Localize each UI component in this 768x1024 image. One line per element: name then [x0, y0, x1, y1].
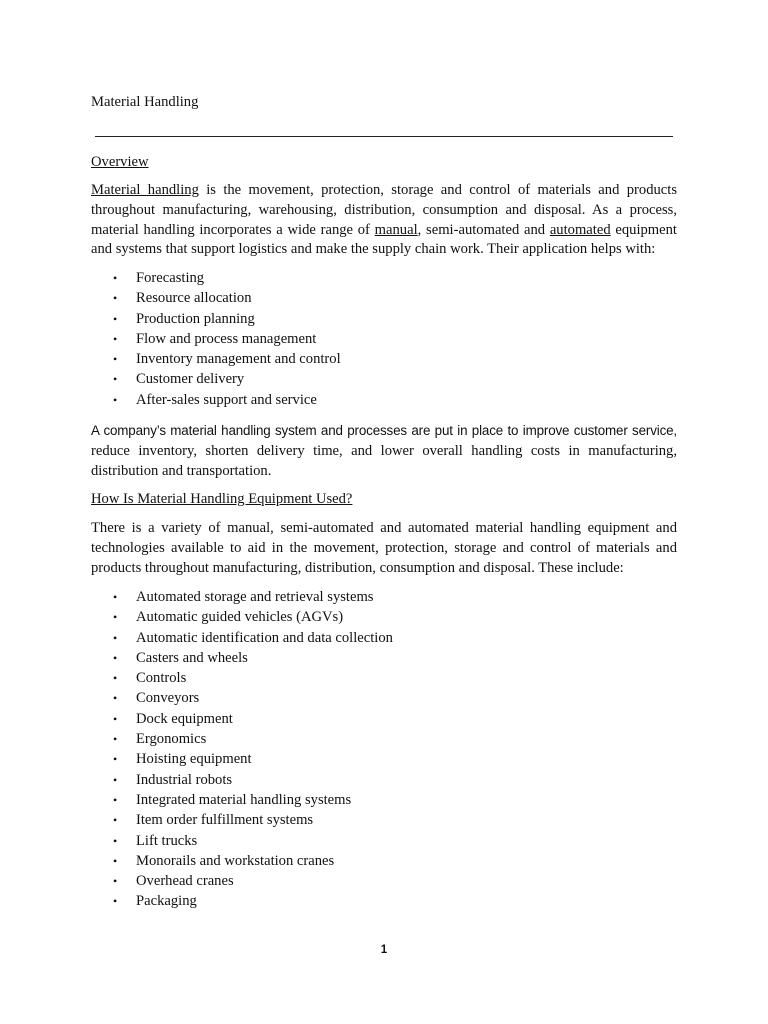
bullet-glyph: •: [113, 691, 118, 706]
bullet-glyph: •: [113, 630, 118, 645]
bullet-glyph: •: [113, 813, 118, 828]
application-list-item: [91, 329, 341, 349]
equipment-list-item: [91, 810, 393, 830]
application-list-item-text: Inventory management and control: [136, 351, 341, 368]
equipment-list-item: [91, 628, 393, 648]
application-list-item: [91, 369, 341, 389]
bullet-glyph: •: [113, 752, 118, 767]
bullet-glyph: •: [113, 271, 118, 285]
intro-text-3: equipment and systems that support logistics and make the supply chain work. Their application helps with:: [91, 221, 677, 258]
automated-link[interactable]: automated: [549, 221, 611, 238]
equipment-list-item-text: Lift trucks: [136, 832, 198, 849]
manual-link[interactable]: manual: [374, 221, 418, 238]
overview-intro-paragraph: [91, 181, 677, 260]
application-list-item: [91, 268, 341, 288]
equipment-list-item: [91, 648, 393, 668]
closing-text-2: reduce inventory, shorten delivery time, and lower overall handling costs in manufacturing, distribution and transportation.: [91, 442, 677, 479]
application-list-item: [91, 390, 341, 410]
equipment-list-item: [91, 607, 393, 627]
bullet-glyph: •: [113, 650, 118, 665]
application-list-item: [91, 288, 341, 308]
equipment-list-item: [91, 587, 393, 607]
equipment-list-item: [91, 729, 393, 749]
application-list-item: [91, 309, 341, 329]
equipment-list-item: [91, 770, 393, 790]
equipment-list-item-text: Automated storage and retrieval systems: [136, 589, 374, 605]
application-list-item: [91, 349, 341, 369]
bullet-glyph: •: [113, 352, 118, 367]
equipment-list-item: [91, 709, 393, 729]
equipment-list-item-text: Monorails and workstation cranes: [136, 852, 335, 869]
bullet-glyph: •: [113, 792, 118, 807]
bullet-glyph: •: [113, 894, 118, 909]
bullet-glyph: •: [113, 853, 118, 868]
equipment-list-item-text: Conveyors: [136, 690, 200, 707]
material-handling-term: Material handling: [91, 182, 199, 198]
title-divider: [95, 136, 673, 137]
bullet-glyph: •: [113, 610, 118, 625]
equipment-list-item: [91, 688, 393, 708]
page-number: 1: [380, 944, 388, 956]
equipment-list: [91, 587, 393, 912]
bullet-glyph: •: [113, 392, 118, 407]
bullet-glyph: •: [113, 671, 118, 686]
equipment-list-item-text: Ergonomics: [136, 731, 207, 748]
bullet-glyph: •: [113, 732, 118, 747]
overview-heading: Overview: [91, 154, 149, 170]
document-title: Material Handling: [91, 94, 199, 110]
equipment-list-item-text: Overhead cranes: [136, 873, 234, 890]
equipment-list-item: [91, 831, 393, 851]
bullet-glyph: •: [113, 331, 118, 346]
intro-text-2: , semi-automated and: [417, 221, 550, 238]
equipment-list-item-text: Integrated material handling systems: [136, 791, 352, 808]
application-list-item-text: Resource allocation: [136, 290, 252, 307]
application-list-item-text: Customer delivery: [136, 371, 245, 388]
equipment-list-item: [91, 668, 393, 688]
equipment-list-item-text: Automatic identification and data collection: [136, 629, 393, 646]
equipment-list-item: [91, 790, 393, 810]
equipment-list-item: [91, 871, 393, 891]
applications-list: [91, 268, 341, 410]
application-list-item-text: After-sales support and service: [136, 391, 317, 408]
equipment-list-item-text: Item order fulfillment systems: [136, 812, 314, 829]
application-list-item-text: Flow and process management: [136, 330, 317, 347]
bullet-glyph: •: [113, 874, 118, 889]
bullet-glyph: •: [113, 590, 118, 604]
equipment-list-item: [91, 851, 393, 871]
equipment-list-item-text: Packaging: [136, 893, 197, 910]
bullet-glyph: •: [113, 772, 118, 787]
equipment-list-item-text: Casters and wheels: [136, 649, 248, 666]
equipment-list-item-text: Industrial robots: [136, 771, 233, 788]
equipment-list-item-text: Controls: [136, 670, 187, 687]
equipment-list-item-text: Dock equipment: [136, 710, 233, 727]
equipment-list-item-text: Hoisting equipment: [136, 751, 252, 768]
equipment-heading: How Is Material Handling Equipment Used?: [91, 491, 353, 507]
equipment-list-item: [91, 749, 393, 769]
bullet-glyph: •: [113, 291, 118, 306]
closing-text-1: A company’s material handling system and processes are put in place to improve customer service,: [91, 423, 677, 438]
bullet-glyph: •: [113, 311, 118, 326]
bullet-glyph: •: [113, 711, 118, 726]
equipment-list-item: [91, 891, 393, 911]
equipment-intro-paragraph: There is a variety of manual, semi-automated and automated material handling equipment and technologies available to aid in the movement, protection, storage and control of materials and products throughout manufacturing, distribution, consumption and disposal. These include:: [91, 520, 677, 576]
overview-closing-paragraph: [91, 421, 677, 481]
equipment-list-item-text: Automatic guided vehicles (AGVs): [136, 609, 344, 626]
application-list-item-text: Forecasting: [136, 270, 205, 286]
bullet-glyph: •: [113, 833, 118, 848]
bullet-glyph: •: [113, 372, 118, 387]
intro-text-1: is the movement, protection, storage and control of materials and products throughout manufacturing, warehousing, distribution, consumption and disposal. As a process, material handling incorporates a wide range of: [91, 182, 677, 238]
application-list-item-text: Production planning: [136, 310, 255, 327]
